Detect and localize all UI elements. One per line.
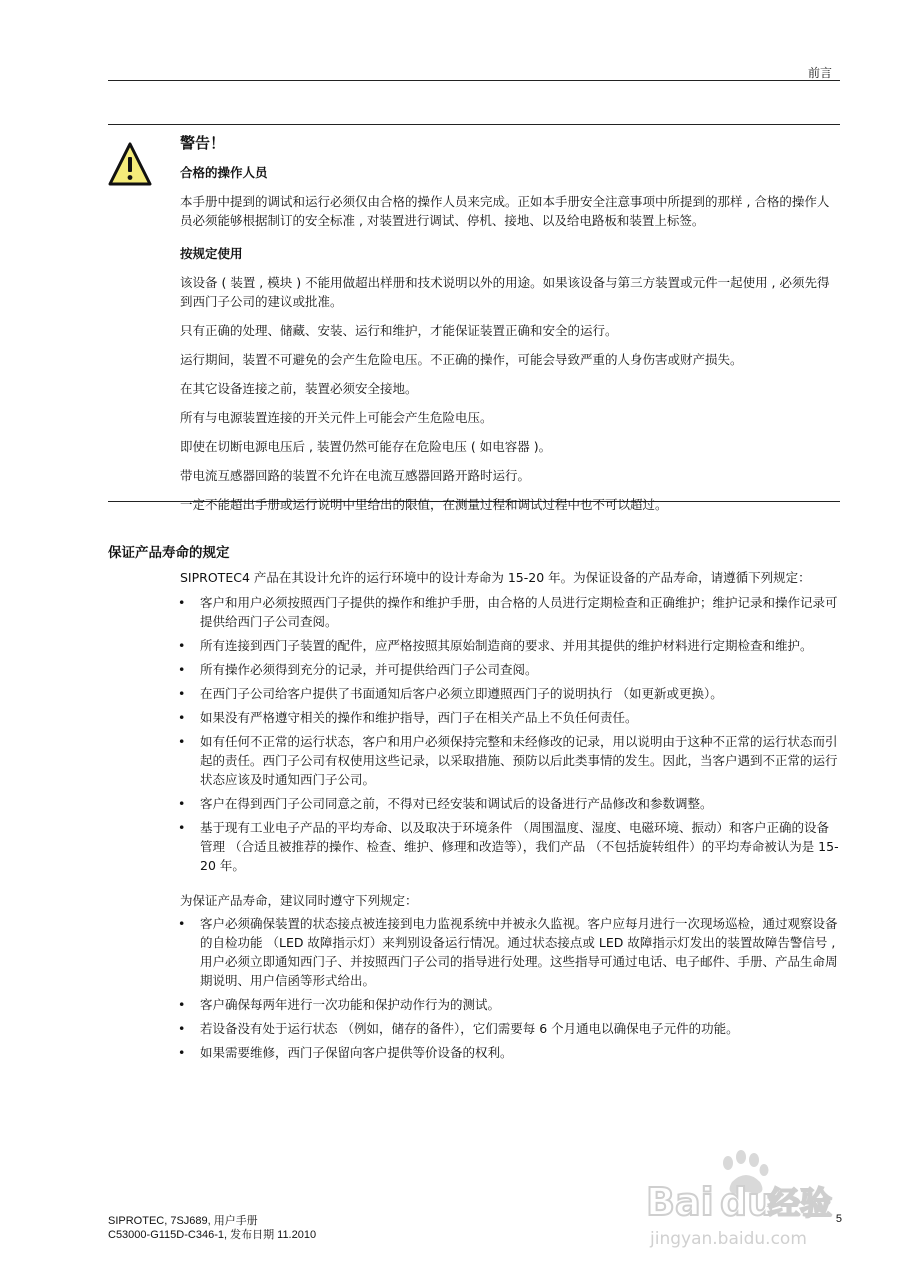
list-item: • 客户必须确保装置的状态接点被连接到电力监视系统中并被永久监视。客户应每月进行一次现场巡检，通过观察设备的自检功能 （LED 故障指示灯）来判别设备运行情况。通过状态接点或 LED 故障指示灯发出的装置故障告警信号 , 用户必须立即通知西门子、并按照西门子公司的指导进行处理。这些指导可通过电话、电子邮件、手册、产品生命周期说明、用户信函等形式给出。 <box>180 914 840 990</box>
footer-line-1: SIPROTEC, 7SJ689, 用户手册 <box>108 1215 258 1227</box>
warning-paragraph: 运行期间，装置不可避免的会产生危险电压。不正确的操作，可能会导致严重的人身伤害或财产损失。 <box>180 352 743 367</box>
proper-use-heading: 按规定使用 <box>180 246 243 261</box>
warning-title: 警告！ <box>180 134 226 152</box>
qualified-personnel-heading: 合格的操作人员 <box>180 165 268 180</box>
lifetime-body <box>180 568 840 1067</box>
warning-paragraph: 只有正确的处理、储藏、安装、运行和维护，才能保证装置正确和安全的运行。 <box>180 323 618 338</box>
list-item: • 如果没有严格遵守相关的操作和维护指导，西门子在相关产品上不负任何责任。 <box>180 708 840 727</box>
warning-paragraph: 即使在切断电源电压后 , 装置仍然可能存在危险电压 ( 如电容器 )。 <box>180 439 552 454</box>
qualified-personnel-text: 本手册中提到的调试和运行必须仅由合格的操作人员来完成。正如本手册安全注意事项中所提到的那样 , 合格的操作人员必须能够根据制订的安全标准 , 对装置进行调试、停机、接地、以及给电路板和装置上标签。 <box>180 194 830 228</box>
page-number: 5 <box>835 1213 842 1225</box>
list-item: • 如有任何不正常的运行状态，客户和用户必须保持完整和未经修改的记录，用以说明由于这种不正常的运行状态而引起的责任。西门子公司有权使用这些记录，以采取措施、预防以后此类事情的发生。因此，当客户遇到不正常的运行状态应该及时通知西门子公司。 <box>180 732 840 789</box>
warning-block <box>180 132 840 524</box>
watermark-url: jingyan.baidu.com <box>650 1229 807 1249</box>
list-item: • 若设备没有处于运行状态 （例如，储存的备件），它们需要每 6 个月通电以确保电子元件的功能。 <box>180 1019 840 1038</box>
list-item: • 在西门子公司给客户提供了书面通知后客户必须立即遵照西门子的说明执行 （如更新或更换）。 <box>180 684 840 703</box>
list-item: • 客户和用户必须按照西门子提供的操作和维护手册，由合格的人员进行定期检查和正确维护；维护记录和操作记录可提供给西门子公司查阅。 <box>180 593 840 631</box>
warning-paragraph: 在其它设备连接之前，装置必须安全接地。 <box>180 381 418 396</box>
warning-paragraph: 一定不能超出手册或运行说明中里给出的限值，在测量过程和调试过程中也不可以超过。 <box>180 497 668 512</box>
warning-paragraph: 带电流互感器回路的装置不允许在电流互感器回路开路时运行。 <box>180 468 531 483</box>
footer-line-2: C53000-G115D-C346-1, 发布日期 11.2010 <box>108 1229 317 1241</box>
lifetime-intro-2: 为保证产品寿命，建议同时遵守下列规定： <box>180 893 418 908</box>
watermark-brand-end: du <box>720 1180 775 1224</box>
list-item: • 所有操作必须得到充分的记录，并可提供给西门子公司查阅。 <box>180 660 840 679</box>
list-item: • 如果需要维修，西门子保留向客户提供等价设备的权利。 <box>180 1043 840 1062</box>
watermark-product: 经验 <box>768 1184 833 1222</box>
lifetime-intro: SIPROTEC4 产品在其设计允许的运行环境中的设计寿命为 15-20 年。为保证设备的产品寿命，请遵循下列规定： <box>180 570 811 585</box>
warning-top-rule <box>108 124 840 125</box>
baidu-jingyan-watermark <box>646 1148 856 1266</box>
header-rule <box>108 80 840 81</box>
section-heading-lifetime: 保证产品寿命的规定 <box>108 545 230 561</box>
list-item: • 客户在得到西门子公司同意之前，不得对已经安装和调试后的设备进行产品修改和参数调整。 <box>180 794 840 813</box>
page-header-title: 前言 <box>807 66 832 80</box>
lifetime-rules-list-2 <box>180 914 840 1062</box>
list-item: • 客户确保每两年进行一次功能和保护动作行为的测试。 <box>180 995 840 1014</box>
footer <box>108 1214 316 1242</box>
warning-triangle-icon <box>108 141 152 187</box>
watermark-brand: Bai <box>646 1180 714 1224</box>
warning-paragraph: 该设备 ( 装置 , 模块 ) 不能用做超出样册和技术说明以外的用途。如果该设备与第三方装置或元件一起使用 , 必须先得到西门子公司的建议或批准。 <box>180 275 830 309</box>
list-item: • 所有连接到西门子装置的配件，应严格按照其原始制造商的要求、并用其提供的维护材料进行定期检查和维护。 <box>180 636 840 655</box>
lifetime-rules-list <box>180 593 840 875</box>
warning-bottom-rule <box>108 501 840 502</box>
warning-paragraph: 所有与电源装置连接的开关元件上可能会产生危险电压。 <box>180 410 493 425</box>
list-item: • 基于现有工业电子产品的平均寿命、以及取决于环境条件 （周围温度、湿度、电磁环境、振动）和客户正确的设备管理 （合适且被推荐的操作、检查、维护、修理和改造等），我们产品 （不包括旋转组件）的平均寿命被认为是 15-20 年。 <box>180 818 840 875</box>
